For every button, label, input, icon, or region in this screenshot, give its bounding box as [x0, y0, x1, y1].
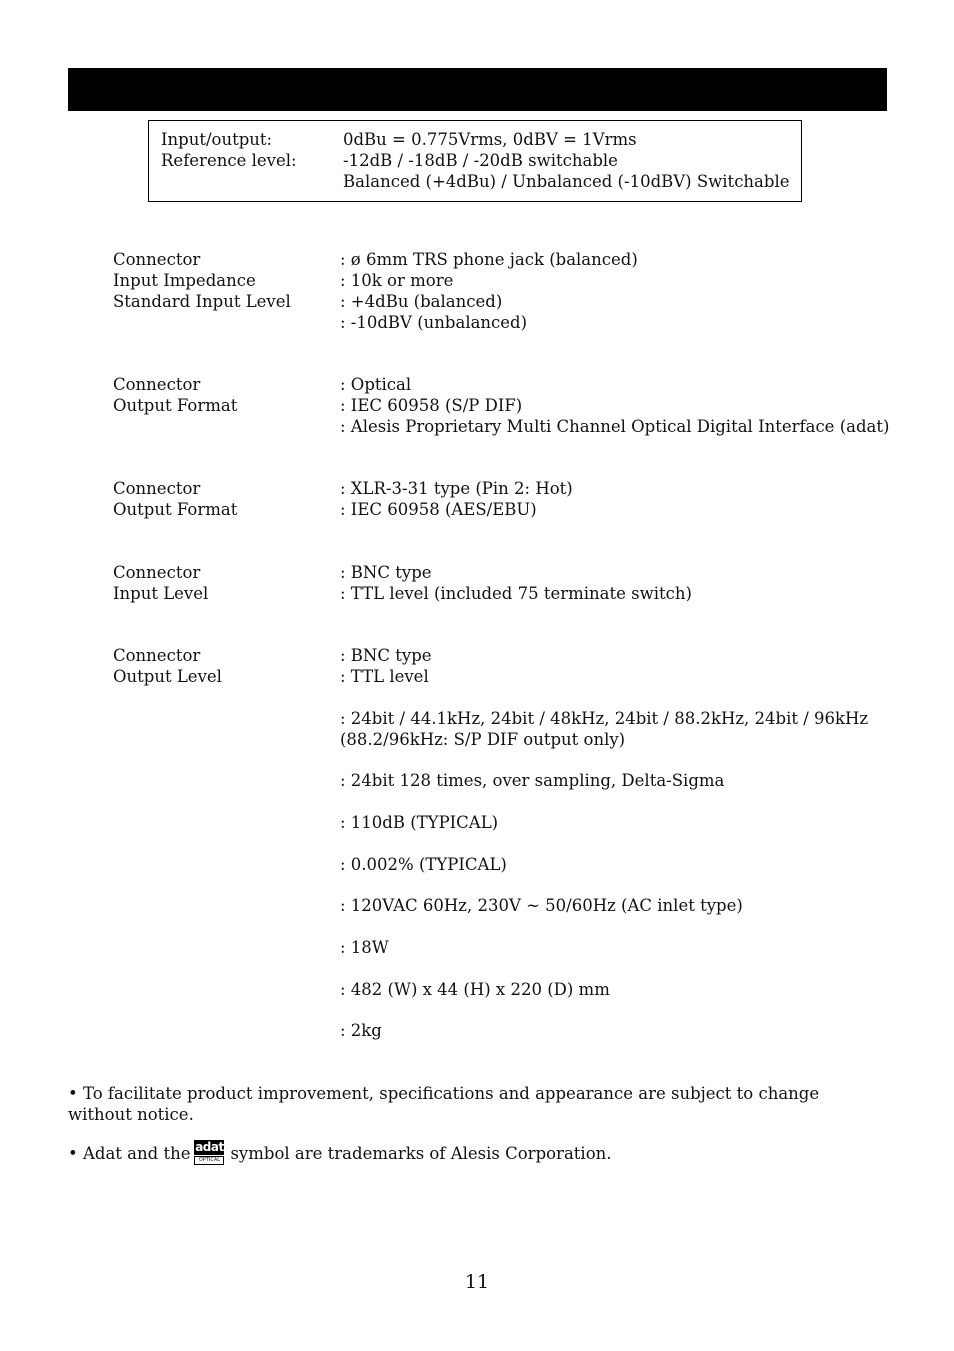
spec-value: : 0.002% (TYPICAL): [340, 855, 507, 874]
spec-value: : 24bit 128 times, over sampling, Delta-Sigma: [340, 771, 725, 790]
spec-value: : IEC 60958 (AES/EBU): [340, 500, 537, 519]
spec-value: : BNC type: [340, 563, 432, 582]
spec-value: : +4dBu (balanced): [340, 292, 503, 311]
spec-label: Connector: [113, 375, 201, 394]
ref-label-reference-level: Reference level:: [161, 151, 297, 170]
spec-value: : 24bit / 44.1kHz, 24bit / 48kHz, 24bit / 88.2kHz, 24bit / 96kHz: [340, 709, 869, 728]
spec-label: Connector: [113, 646, 201, 665]
spec-label: Output Format: [113, 500, 238, 519]
spec-value: : 120VAC 60Hz, 230V ~ 50/60Hz (AC inlet type): [340, 896, 743, 915]
page-number: 11: [464, 1271, 490, 1293]
adat-logo-optical-text: OPTICAL: [194, 1156, 224, 1165]
spec-label: Connector: [113, 479, 201, 498]
note-trademark-after: symbol are trademarks of Alesis Corporation.: [230, 1144, 612, 1163]
spec-label: Standard Input Level: [113, 292, 291, 311]
spec-value: : Alesis Proprietary Multi Channel Optical Digital Interface (adat): [340, 417, 890, 436]
spec-value: : -10dBV (unbalanced): [340, 313, 528, 332]
note-trademark: [68, 1140, 612, 1164]
note-improvement: • To facilitate product improvement, specifications and appearance are subject to change without notice.: [68, 1084, 820, 1124]
ref-value-line-3: Balanced (+4dBu) / Unbalanced (-10dBV) Switchable: [343, 172, 790, 191]
spec-value: : BNC type: [340, 646, 432, 665]
spec-value: : ø 6mm TRS phone jack (balanced): [340, 250, 638, 269]
spec-value: : TTL level: [340, 667, 429, 686]
spec-value: : 482 (W) x 44 (H) x 220 (D) mm: [340, 980, 610, 999]
spec-value: : Optical: [340, 375, 412, 394]
spec-value: : IEC 60958 (S/P DIF): [340, 396, 523, 415]
spec-label: Input Level: [113, 584, 209, 603]
spec-value: : 2kg: [340, 1021, 382, 1040]
spec-value: (88.2/96kHz: S/P DIF output only): [340, 730, 626, 749]
adat-logo-text: adat: [195, 1140, 224, 1154]
spec-value: : TTL level (included 75 terminate switch): [340, 584, 692, 603]
spec-label: Input Impedance: [113, 271, 256, 290]
spec-label: Output Format: [113, 396, 238, 415]
ref-value-line-1: 0dBu = 0.775Vrms, 0dBV = 1Vrms: [343, 130, 637, 149]
note-trademark-before: • Adat and the: [68, 1144, 191, 1163]
ref-value-line-2: -12dB / -18dB / -20dB switchable: [343, 151, 618, 170]
spec-label: Connector: [113, 250, 201, 269]
spec-value: : XLR-3-31 type (Pin 2: Hot): [340, 479, 573, 498]
spec-label: Output Level: [113, 667, 222, 686]
spec-value: : 18W: [340, 938, 389, 957]
ref-label-input-output: Input/output:: [161, 130, 273, 149]
adat-optical-logo: [194, 1140, 224, 1164]
spec-value: : 10k or more: [340, 271, 454, 290]
header-bar: [68, 68, 887, 111]
spec-label: Connector: [113, 563, 201, 582]
spec-value: : 110dB (TYPICAL): [340, 813, 499, 832]
